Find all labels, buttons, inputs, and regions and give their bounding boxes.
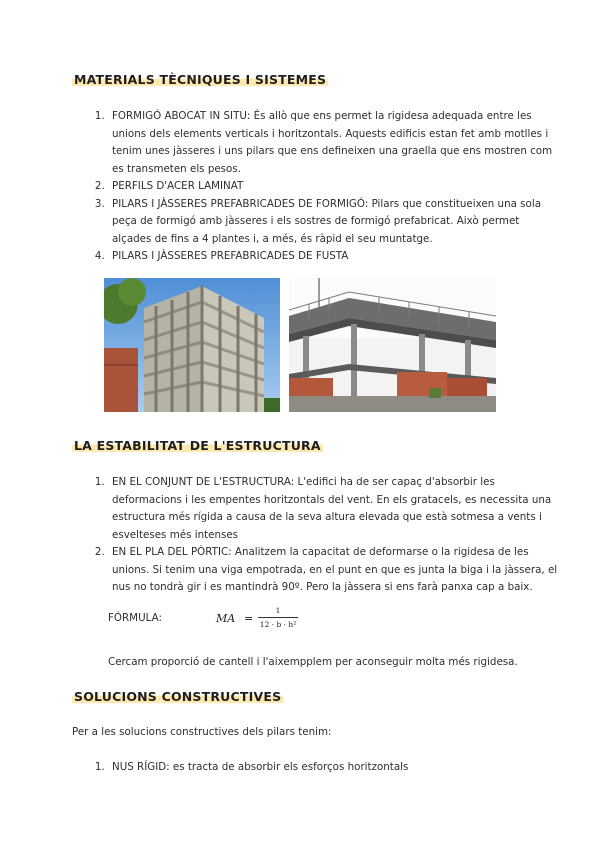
fraction-bar (258, 617, 298, 618)
formula (216, 604, 326, 644)
list-item: 1. NUS RÍGID: es tracta de absorbir els esforços horitzontals (108, 759, 558, 777)
list-item: 1. EN EL CONJUNT DE L'ESTRUCTURA: L'edifici ha de ser capaç d'absorbir les deformacions i les empentes horitzontals del vent. En els gratacels, es necessita una estructura més rígida a causa de la seva altura elevada que està sotmesa a vents i esvelteses més intenses (108, 474, 558, 544)
estabilitat-note: Cercam proporció de cantell i l'aixempplem per aconseguir molta més rigidesa. (108, 656, 518, 668)
steel-frame-photo (289, 278, 496, 412)
heading-materials (72, 72, 328, 87)
materials-list (84, 108, 558, 266)
concrete-frame-photo (104, 278, 280, 412)
formula-denominator: 12 · b · h² (259, 620, 297, 629)
estabilitat-list (84, 474, 558, 597)
list-item: 3. PILARS I JÀSSERES PREFABRICADES DE FORMIGÓ: Pilars que constitueixen una sola peça de formigó amb jàsseres i els sostres de formigó prefabricat. Això permet alçades de fins a 4 plantes i, a més, és ràpid el seu muntatge. (108, 196, 558, 249)
heading-solucions-text: SOLUCIONS CONSTRUCTIVES (74, 689, 282, 704)
solucions-list (84, 759, 558, 777)
list-item: 2. PERFILS D'ACER LAMINAT (108, 178, 558, 196)
formula-lhs: MA (216, 612, 236, 625)
heading-estabilitat-text: LA ESTABILITAT DE L'ESTRUCTURA (74, 438, 321, 453)
formula-label: FÓRMULA: (108, 612, 162, 624)
heading-solucions (72, 689, 283, 704)
formula-equals: = (244, 612, 254, 625)
solucions-intro: Per a les solucions constructives dels pilars tenim: (72, 726, 332, 738)
list-item: 1. FORMIGÓ ABOCAT IN SITU: És allò que ens permet la rigidesa adequada entre les unions dels elements verticals i horitzontals. Aquests edificis estan fet amb motlles i tenim unes jàsseres i uns pilars que ens defineixen una graella que ens mostren com es transmeten els pesos. (108, 108, 558, 178)
formula-fraction (258, 606, 298, 629)
list-item: 2. EN EL PLA DEL PÒRTIC: Analitzem la capacitat de deformarse o la rigidesa de les unions. Si tenim una viga empotrada, en el punt en que es junta la biga i la jàssera, el nus no tondrà gir i es mantindrà 90º. Pero la jàssera si ens farà panxa cap a baix. (108, 544, 558, 597)
formula-numerator: 1 (275, 606, 281, 615)
heading-materials-text: MATERIALS TÈCNIQUES I SISTEMES (74, 72, 327, 87)
list-item: 4. PILARS I JÀSSERES PREFABRICADES DE FUSTA (108, 248, 558, 266)
heading-estabilitat (72, 438, 323, 453)
